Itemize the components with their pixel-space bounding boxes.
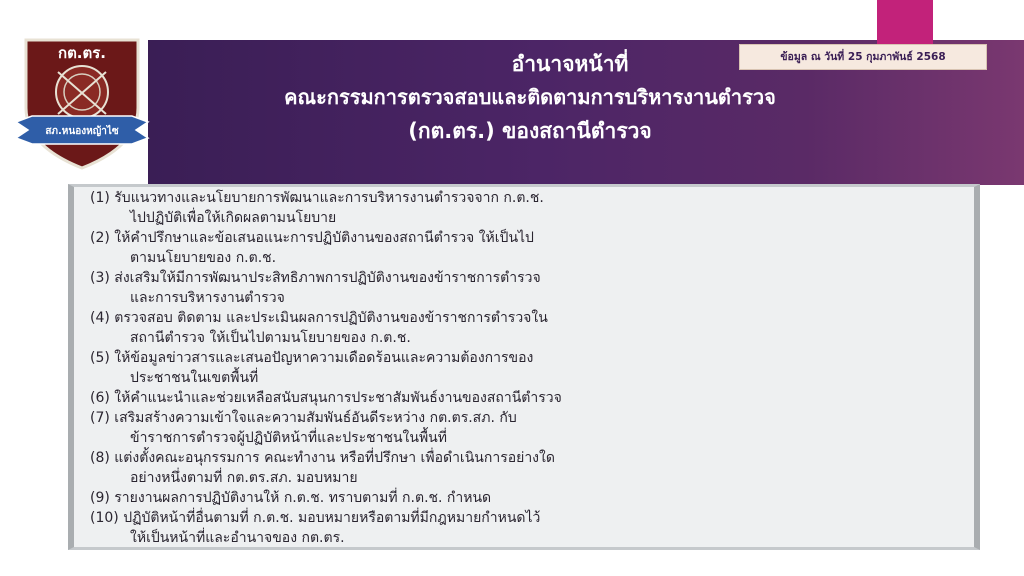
list-item-line-2: อย่างหนึ่งตามที่ กต.ตร.สภ. มอบหมาย [130,470,358,486]
list-item [90,508,970,548]
list-item [90,448,970,488]
duties-list [90,188,970,548]
list-item [90,488,970,508]
list-item-line-2: และการบริหารงานตำรวจ [130,290,285,306]
list-item-line-2: ตามนโยบายของ ก.ต.ช. [130,250,277,266]
list-item [90,388,970,408]
list-item-line-1: (9) รายงานผลการปฏิบัติงานให้ ก.ต.ช. ทราบตามที่ ก.ต.ช. กำหนด [90,490,492,506]
logo-text: กต.ตร. [57,44,107,62]
list-item [90,268,970,308]
list-item-line-1: (6) ให้คำแนะนำและช่วยเหลือสนับสนุนการประชาสัมพันธ์งานของสถานีตำรวจ [90,390,562,406]
list-item-line-1: (3) ส่งเสริมให้มีการพัฒนาประสิทธิภาพการปฏิบัติงานของข้าราชการตำรวจ [90,270,541,286]
title-line-3: (กต.ตร.) ของสถานีตำรวจ [408,119,652,143]
list-item [90,188,970,228]
list-item-line-2: ข้าราชการตำรวจผู้ปฏิบัติหน้าที่และประชาชนในพื้นที่ [130,430,447,446]
logo-ribbon-text: สภ.หนองหญ้าไซ [45,126,119,137]
list-item [90,348,970,388]
list-item [90,228,970,268]
date-note: ข้อมูล ณ วันที่ 25 กุมภาพันธ์ 2568 [739,44,987,70]
list-item-line-1: (10) ปฏิบัติหน้าที่อื่นตามที่ ก.ต.ช. มอบหมายหรือตามที่มีกฎหมายกำหนดไว้ [90,510,541,526]
police-committee-logo [14,26,150,172]
list-item [90,308,970,348]
list-item-line-1: (5) ให้ข้อมูลข่าวสารและเสนอปัญหาความเดือดร้อนและความต้องการของ [90,350,534,366]
list-item [90,408,970,448]
list-item-line-1: (1) รับแนวทางและนโยบายการพัฒนาและการบริหารงานตำรวจจาก ก.ต.ช. [90,190,544,206]
title-line-2: คณะกรรมการตรวจสอบและติดตามการบริหารงานตำรวจ [284,85,776,109]
list-item-line-1: (8) แต่งตั้งคณะอนุกรรมการ คณะทำงาน หรือที่ปรึกษา เพื่อดำเนินการอย่างใด [90,450,555,466]
list-item-line-1: (2) ให้คำปรึกษาและข้อเสนอแนะการปฏิบัติงานของสถานีตำรวจ ให้เป็นไป [90,230,534,246]
list-item-line-2: สถานีตำรวจ ให้เป็นไปตามนโยบายของ ก.ต.ช. [130,330,411,346]
list-item-line-2: ไปปฏิบัติเพื่อให้เกิดผลตามนโยบาย [130,210,337,226]
list-item-line-2: ประชาชนในเขตพื้นที่ [130,370,259,386]
list-item-line-1: (7) เสริมสร้างความเข้าใจและความสัมพันธ์อันดีระหว่าง กต.ตร.สภ. กับ [90,410,517,426]
list-item-line-2: ให้เป็นหน้าที่และอำนาจของ กต.ตร. [130,530,345,546]
title-line-1: อำนาจหน้าที่ [511,52,629,76]
list-item-line-1: (4) ตรวจสอบ ติดตาม และประเมินผลการปฏิบัติงานของข้าราชการตำรวจใน [90,310,548,326]
page-title [150,48,910,148]
